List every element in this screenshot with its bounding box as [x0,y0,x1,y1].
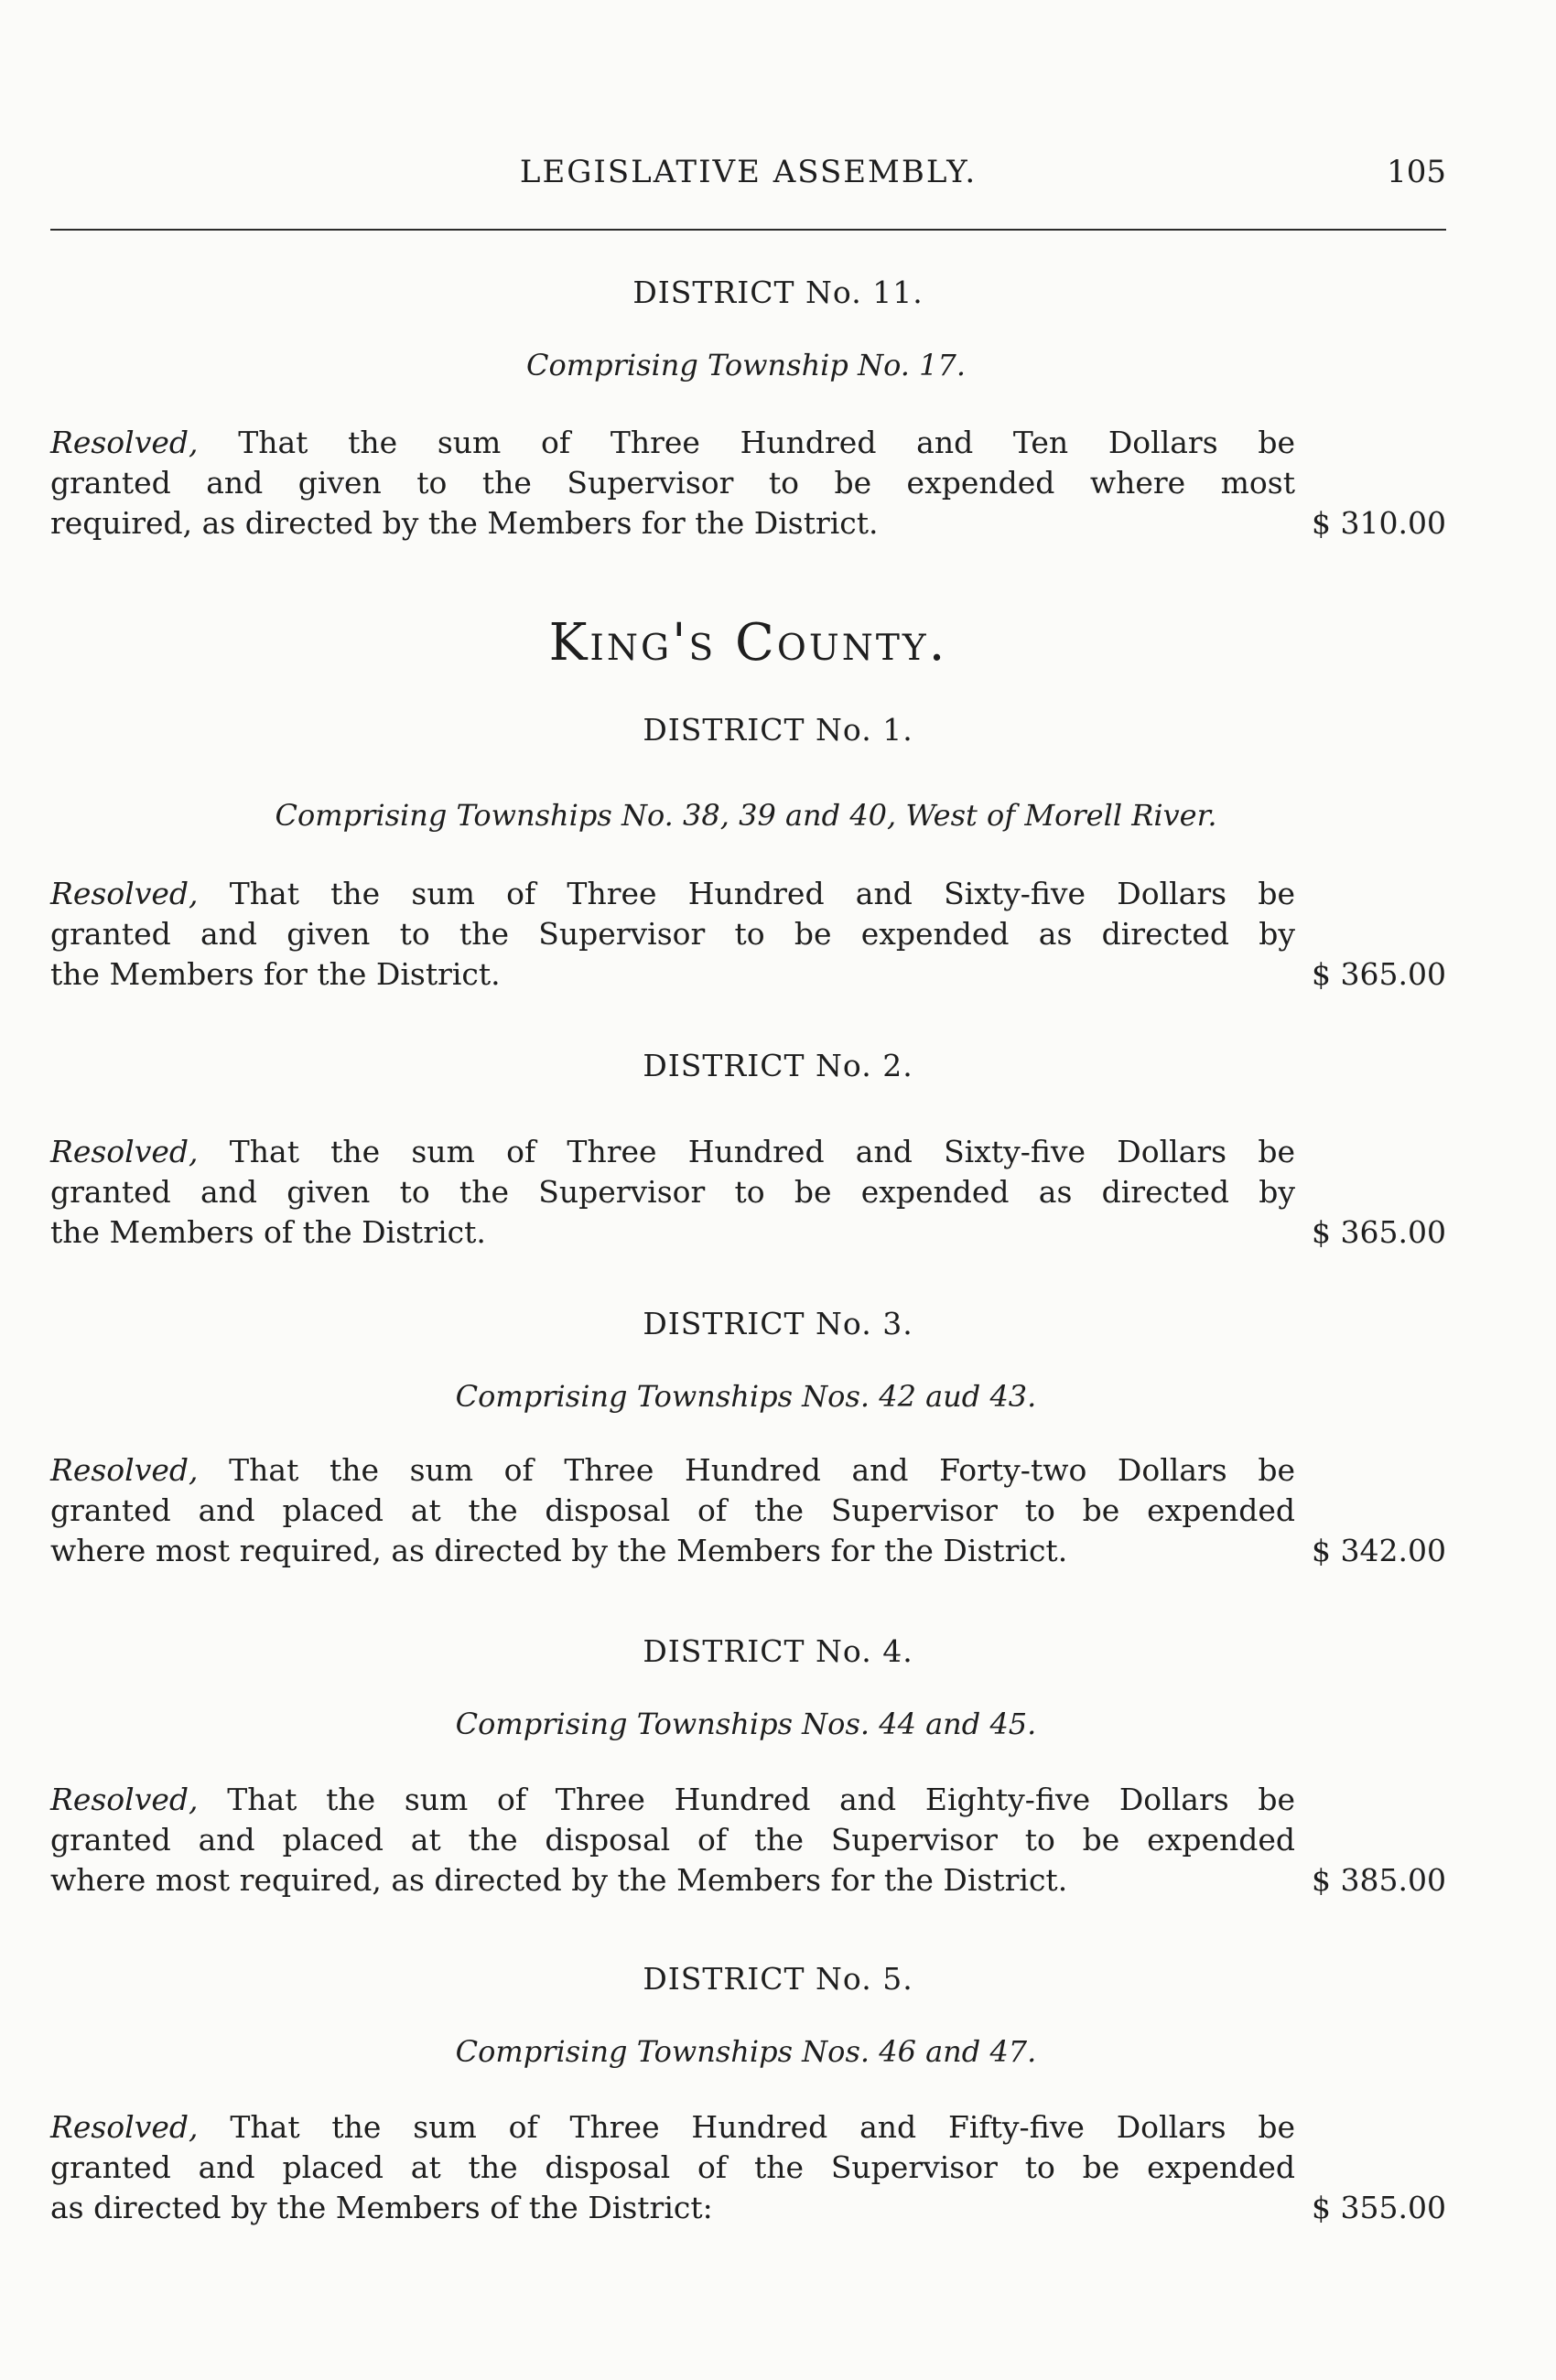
resolved-word: Resolved, [50,2109,199,2145]
running-head [50,154,1446,199]
para-line: Resolved, That the sum of Three Hundred and Ten Dollars be [50,425,1295,460]
comprising-line: Comprising Townships Nos. 42 aud 43. [455,1379,1037,1414]
resolved-word: Resolved, [50,1782,199,1817]
resolved-word: Resolved, [50,425,199,460]
resolution-paragraph [50,1780,1295,1901]
comprising-line: Comprising Townships Nos. 46 and 47. [455,2034,1037,2069]
para-line: required, as directed by the Members for the District. [50,505,879,541]
resolved-word: Resolved, [50,1452,199,1488]
district-heading: DISTRICT No. 4. [643,1633,913,1669]
page-number: 105 [1387,154,1446,190]
amount: $ 365.00 [1312,1214,1446,1250]
para-line: granted and placed at the disposal of the Supervisor to be expended [50,1492,1295,1528]
amount: $ 385.00 [1312,1862,1446,1898]
para-line: Resolved, That the sum of Three Hundred and Forty-two Dollars be [50,1452,1295,1488]
district-heading: DISTRICT No. 11. [632,275,924,310]
resolution-paragraph [50,423,1295,544]
para-line: Resolved, That the sum of Three Hundred and Eighty-five Dollars be [50,1782,1295,1817]
para-line: the Members for the District. [50,956,501,992]
para-line: Resolved, That the sum of Three Hundred and Sixty-five Dollars be [50,876,1295,911]
para-line: granted and given to the Supervisor to be expended as directed by [50,1174,1295,1210]
district-heading: DISTRICT No. 1. [643,712,913,748]
para-line: granted and given to the Supervisor to be expended as directed by [50,916,1295,952]
para-line: granted and given to the Supervisor to be expended where most [50,465,1295,501]
para-line: where most required, as directed by the Members for the District. [50,1533,1068,1568]
district-heading: DISTRICT No. 3. [643,1306,913,1341]
resolution-paragraph [50,1450,1295,1571]
para-line: as directed by the Members of the District: [50,2190,713,2225]
amount: $ 310.00 [1312,505,1446,541]
district-heading: DISTRICT No. 2. [643,1048,913,1083]
para-line: granted and placed at the disposal of the Supervisor to be expended [50,2149,1295,2185]
comprising-line: Comprising Township No. 17. [525,348,966,382]
para-line: granted and placed at the disposal of the Supervisor to be expended [50,1822,1295,1858]
resolved-word: Resolved, [50,1134,199,1169]
resolution-paragraph [50,2107,1295,2228]
county-heading: King's County. [548,613,948,673]
resolved-word: Resolved, [50,876,199,911]
comprising-line: Comprising Townships No. 38, 39 and 40, West of Morell River. [275,798,1217,833]
amount: $ 342.00 [1312,1533,1446,1568]
para-line: Resolved, That the sum of Three Hundred and Sixty-five Dollars be [50,1134,1295,1169]
district-heading: DISTRICT No. 5. [643,1961,913,1997]
amount: $ 355.00 [1312,2190,1446,2225]
para-line: the Members of the District. [50,1214,486,1250]
resolution-paragraph [50,1132,1295,1253]
comprising-line: Comprising Townships Nos. 44 and 45. [455,1707,1037,1741]
para-line: Resolved, That the sum of Three Hundred and Fifty-five Dollars be [50,2109,1296,2145]
running-title: LEGISLATIVE ASSEMBLY. [519,154,978,190]
amount: $ 365.00 [1312,956,1446,992]
resolution-paragraph [50,874,1295,995]
para-line: where most required, as directed by the Members for the District. [50,1862,1068,1898]
header-rule [50,229,1446,231]
